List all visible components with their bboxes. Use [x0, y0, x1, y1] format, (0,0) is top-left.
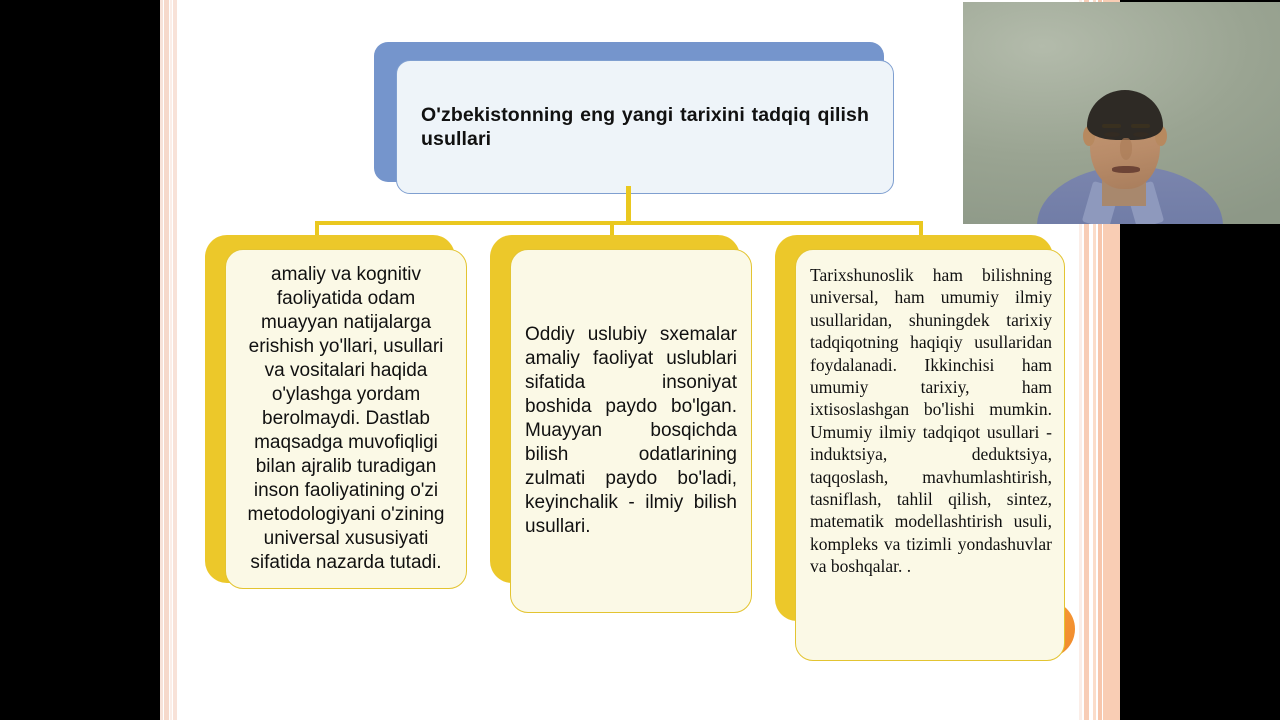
content-box-middle-panel [510, 249, 752, 613]
webcam-presenter-eyebrow-left [1102, 124, 1121, 128]
webcam-presenter-nose [1120, 138, 1132, 160]
slide-title-block [374, 42, 894, 194]
edge-stripe-left-3 [170, 0, 172, 720]
slide-title-panel [396, 60, 894, 194]
connector-horizontal-bar [315, 221, 923, 225]
content-box-left-panel [225, 249, 467, 589]
content-box-right [775, 235, 1053, 633]
edge-stripe-left-2 [164, 0, 169, 720]
connector-trunk-vertical [626, 186, 631, 224]
content-box-right-text: Tarixshunoslik ham bilishning universal, ham umumiy ilmiy usullaridan, shuningdek tarixiy tadqiqotning haqiqiy usullaridan foydalanadi. Ikkinchisi ham umumiy tarixiy, ham ixtisoslashgan bo'lishi mumkin. Umumiy ilmiy tadqiqot usullari - induktsiya, deduktsiya, taqqoslash, mavhumlashtirish, tasniflash, tahlil qilish, sintez, matematik modellashtirish usuli, kompleks va tizimli yondashuvlar va boshqalar. . [810, 265, 1052, 577]
content-box-middle [490, 235, 740, 583]
edge-stripe-left-1 [160, 0, 163, 720]
content-box-left-text: amaliy va kognitiv faoliyatida odam muayyan natijalarga erishish yo'llari, usullari va vositalari haqida o'ylashga yordam berolmaydi. Dastlab maqsadga muvofiqligi bilan ajralib turadigan inson faoliyatining o'zi metodologiyani o'zining universal xususiyati sifatida nazarda tutadi. [247, 264, 445, 573]
content-box-right-panel [795, 249, 1065, 661]
edge-stripe-left-4 [173, 0, 177, 720]
webcam-presenter-eye-right [1133, 132, 1149, 137]
content-box-left [205, 235, 455, 583]
webcam-presenter-eyebrow-right [1131, 124, 1150, 128]
slide-title-text: O'zbekistonning eng yangi tarixini tadqiq qilish usullari [421, 103, 869, 150]
content-box-middle-text: Oddiy uslubiy sxemalar amaliy faoliyat uslublari sifatida insoniyat boshida paydo bo'lgan. Muayyan bosqichda bilish odatlarining zulmati paydo bo'ladi, keyinchalik - ilmiy bilish usullari. [525, 324, 737, 537]
webcam-presenter-mouth [1112, 166, 1140, 173]
webcam-presenter-eye-left [1104, 132, 1120, 137]
presenter-webcam-overlay[interactable] [963, 2, 1280, 224]
